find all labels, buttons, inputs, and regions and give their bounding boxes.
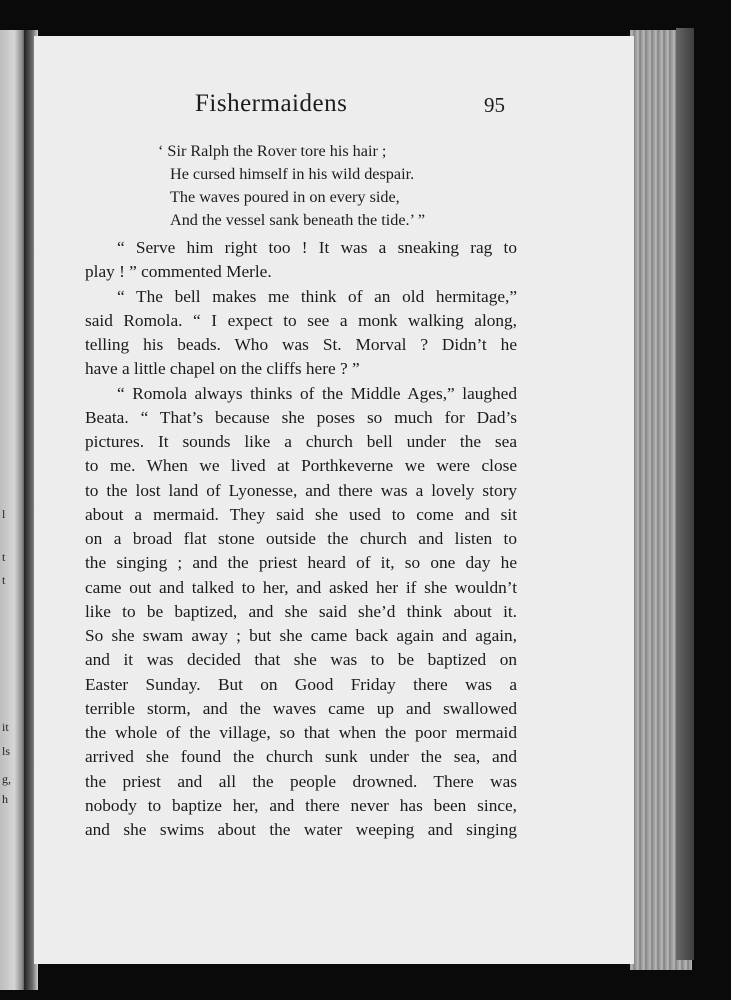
text-line: and it was decided that she was to be baptized on <box>85 650 517 670</box>
text-line: have a little chapel on the cliffs here ? ” <box>85 359 360 379</box>
verse-quotation <box>158 140 518 232</box>
text-line: on a broad flat stone outside the church and listen to <box>85 529 517 548</box>
text-line: about a mermaid. They said she used to come and sit <box>85 504 517 524</box>
text-line: telling his beads. Who was St. Morval ? Didn’t he <box>85 335 517 354</box>
text-line: play ! ” commented Merle. <box>85 262 272 282</box>
verse-line: He cursed himself in his wild despair. <box>170 165 415 183</box>
text-line: to the lost land of Lyonesse, and there was a lovely story <box>85 480 517 500</box>
left-page-fragment: it <box>2 720 9 734</box>
verse-line: ‘ Sir Ralph the Rover tore his hair ; <box>158 142 387 160</box>
text-line: Easter Sunday. But on Good Friday there was a <box>85 674 517 694</box>
text-line: “ The bell makes me think of an old hermitage,” <box>117 286 517 306</box>
text-line: “ Serve him right too ! It was a sneaking rag to <box>117 238 517 257</box>
text-line: Beata. “ That’s because she poses so much for Dad’s <box>85 407 517 427</box>
text-line: the priest and all the people drowned. There was <box>85 771 517 791</box>
body-text <box>85 236 517 842</box>
left-facing-page <box>0 30 26 990</box>
text-line: the singing ; and the priest heard of it, so one day he <box>85 553 517 573</box>
left-page-fragment: h <box>2 792 8 806</box>
running-header <box>195 90 505 130</box>
left-page-fragment: ls <box>2 744 11 758</box>
text-line: the whole of the village, so that when the poor mermaid <box>85 723 517 742</box>
text-line: terrible storm, and the waves came up and swallowed <box>85 698 517 718</box>
text-line: like to be baptized, and she said she’d think about it. <box>85 601 517 621</box>
text-line: arrived she found the church sunk under the sea, and <box>85 747 517 767</box>
book-cover-edge <box>676 28 694 960</box>
text-line: “ Romola always thinks of the Middle Ages,” laughed <box>117 383 517 403</box>
left-page-fragment: l <box>2 507 6 521</box>
text-line: said Romola. “ I expect to see a monk walking along, <box>85 310 517 330</box>
left-page-fragment: t <box>2 550 6 564</box>
text-line: So she swam away ; but she came back again and again, <box>85 626 517 645</box>
text-line: to me. When we lived at Porthkeverne we were close <box>85 456 517 476</box>
text-line: and she swims about the water weeping and singing <box>85 820 517 839</box>
text-line: pictures. It sounds like a church bell under the sea <box>85 432 517 451</box>
verse-line: And the vessel sank beneath the tide.’ ” <box>170 211 426 229</box>
left-page-fragment: g, <box>2 772 11 786</box>
verse-line: The waves poured in on every side, <box>170 188 400 206</box>
left-page-fragment: t <box>2 573 6 587</box>
page-number: 95 <box>484 93 505 117</box>
text-line: came out and talked to her, and asked her if she wouldn’t <box>85 577 517 597</box>
text-line: nobody to baptize her, and there never has been since, <box>85 795 517 815</box>
chapter-title: Fishermaidens <box>195 90 348 117</box>
